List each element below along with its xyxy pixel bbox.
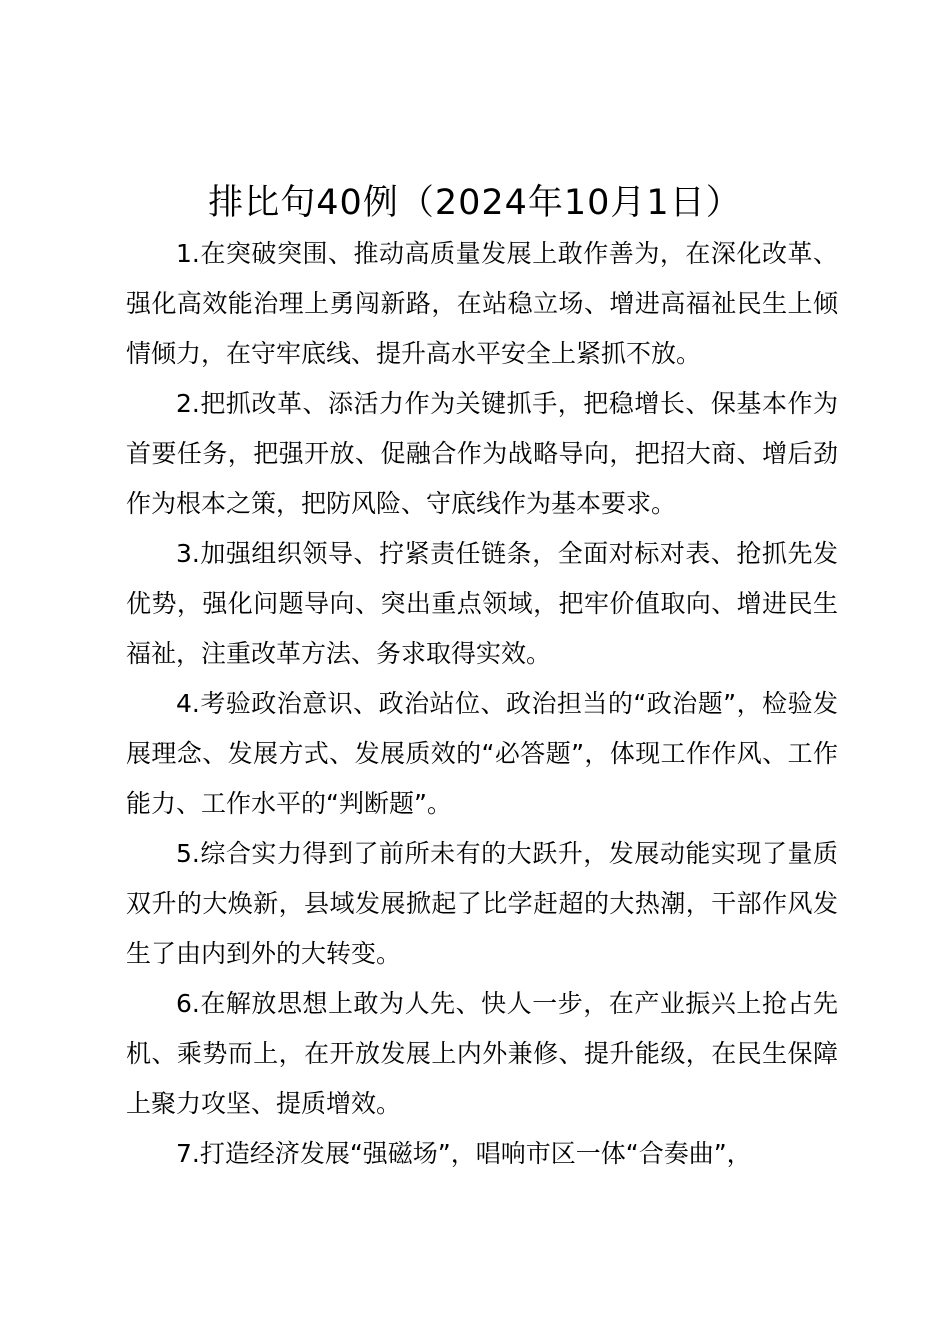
paragraph-3: 3.加强组织领导、拧紧责任链条，全面对标对表、抢抓先发优势，强化问题导向、突出重点领域，把牢价值取向、增进民生福祉，注重改革方法、务求取得实效。: [126, 539, 838, 668]
paragraph-6: 6.在解放思想上敢为人先、快人一步，在产业振兴上抢占先机、乘势而上，在开放发展上内外兼修、提升能级，在民生保障上聚力攻坚、提质增效。: [126, 989, 838, 1118]
paragraph-1: 1.在突破突围、推动高质量发展上敢作善为，在深化改革、强化高效能治理上勇闯新路，在站稳立场、增进高福祉民生上倾情倾力，在守牢底线、提升高水平安全上紧抓不放。: [126, 239, 838, 368]
document-title: 排比句40例（2024年10月1日）: [208, 183, 742, 223]
paragraph-7: 7.打造经济发展“强磁场”，唱响市区一体“合奏曲”，: [176, 1139, 752, 1168]
paragraph-2: 2.把抓改革、添活力作为关键抓手，把稳增长、保基本作为首要任务，把强开放、促融合作为战略导向，把招大商、增后劲作为根本之策，把防风险、守底线作为基本要求。: [126, 389, 838, 518]
paragraph-4: 4.考验政治意识、政治站位、政治担当的“政治题”，检验发展理念、发展方式、发展质效的“必答题”，体现工作作风、工作能力、工作水平的“判断题”。: [126, 689, 838, 818]
paragraph-5: 5.综合实力得到了前所未有的大跃升，发展动能实现了量质双升的大焕新，县域发展掀起了比学赶超的大热潮，干部作风发生了由内到外的大转变。: [126, 839, 838, 968]
document-body: [126, 229, 838, 1179]
